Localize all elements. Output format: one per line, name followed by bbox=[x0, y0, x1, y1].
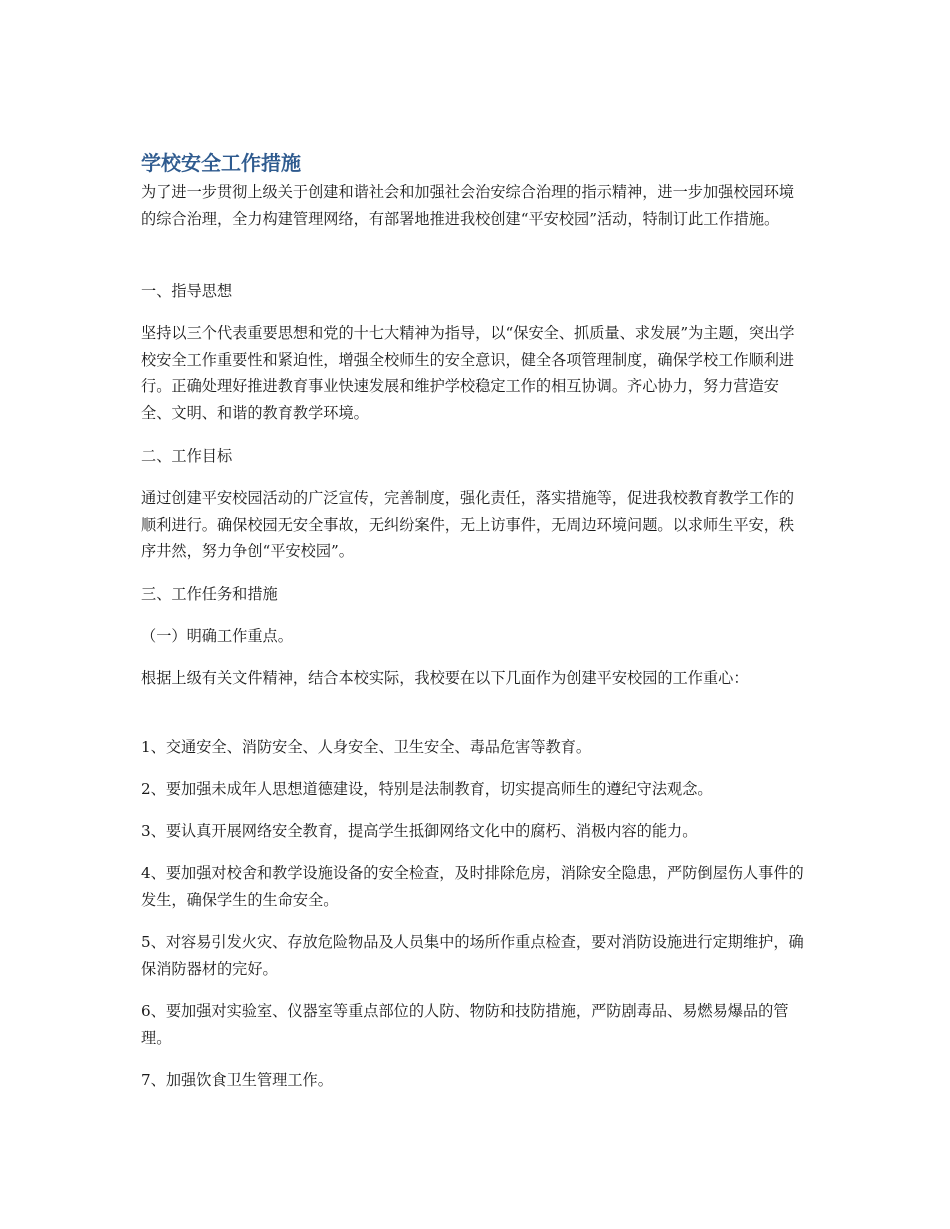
section-heading-guiding-thought: 一、指导思想 bbox=[141, 282, 233, 300]
document-title: 学校安全工作措施 bbox=[141, 151, 301, 175]
section-heading-tasks-measures: 三、工作任务和措施 bbox=[141, 585, 278, 603]
work-focus-intro-paragraph: 根据上级有关文件精神，结合本校实际，我校要在以下几面作为创建平安校园的工作重心： bbox=[141, 669, 749, 687]
intro-paragraph: 为了进一步贯彻上级关于创建和谐社会和加强社会治安综合治理的指示精神，进一步加强校园环境的综合治理，全力构建管理网络，有部署地推进我校创建“平安校园”活动，特制订此工作措施。 bbox=[141, 183, 795, 228]
list-item: 3、要认真开展网络安全教育，提高学生抵御网络文化中的腐朽、消极内容的能力。 bbox=[141, 822, 698, 840]
list-item: 5、对容易引发火灾、存放危险物品及人员集中的场所作重点检查，要对消防设施进行定期维护，确保消防器材的完好。 bbox=[141, 933, 804, 978]
work-goals-paragraph: 通过创建平安校园活动的广泛宣传，完善制度，强化责任，落实措施等，促进我校教育教学工作的顺利进行。确保校园无安全事故，无纠纷案件，无上访事件，无周边环境问题。以求师生平安，秩序井然，努力争创“平安校园”。 bbox=[141, 489, 795, 560]
subsection-heading-work-focus: （一）明确工作重点。 bbox=[141, 627, 293, 645]
list-item: 1、交通安全、消防安全、人身安全、卫生安全、毒品危害等教育。 bbox=[141, 738, 592, 756]
list-item: 7、加强饮食卫生管理工作。 bbox=[141, 1071, 333, 1089]
list-item: 4、要加强对校舍和教学设施设备的安全检查，及时排除危房，消除安全隐患，严防倒屋伤人事件的发生，确保学生的生命安全。 bbox=[141, 864, 804, 909]
section-heading-work-goals: 二、工作目标 bbox=[141, 447, 233, 465]
list-item: 2、要加强未成年人思想道德建设，特别是法制教育，切实提高师生的遵纪守法观念。 bbox=[141, 780, 713, 798]
list-item: 6、要加强对实验室、仪器室等重点部位的人防、物防和技防措施，严防剧毒品、易燃易爆品的管理。 bbox=[141, 1002, 789, 1047]
guiding-thought-paragraph: 坚持以三个代表重要思想和党的十七大精神为指导，以“保安全、抓质量、求发展”为主题，突出学校安全工作重要性和紧迫性，增强全校师生的安全意识，健全各项管理制度，确保学校工作顺利进行。正确处理好推进教育事业快速发展和维护学校稳定工作的相互协调。齐心协力，努力营造安全、文明、和谐的教育教学环境。 bbox=[141, 324, 795, 422]
